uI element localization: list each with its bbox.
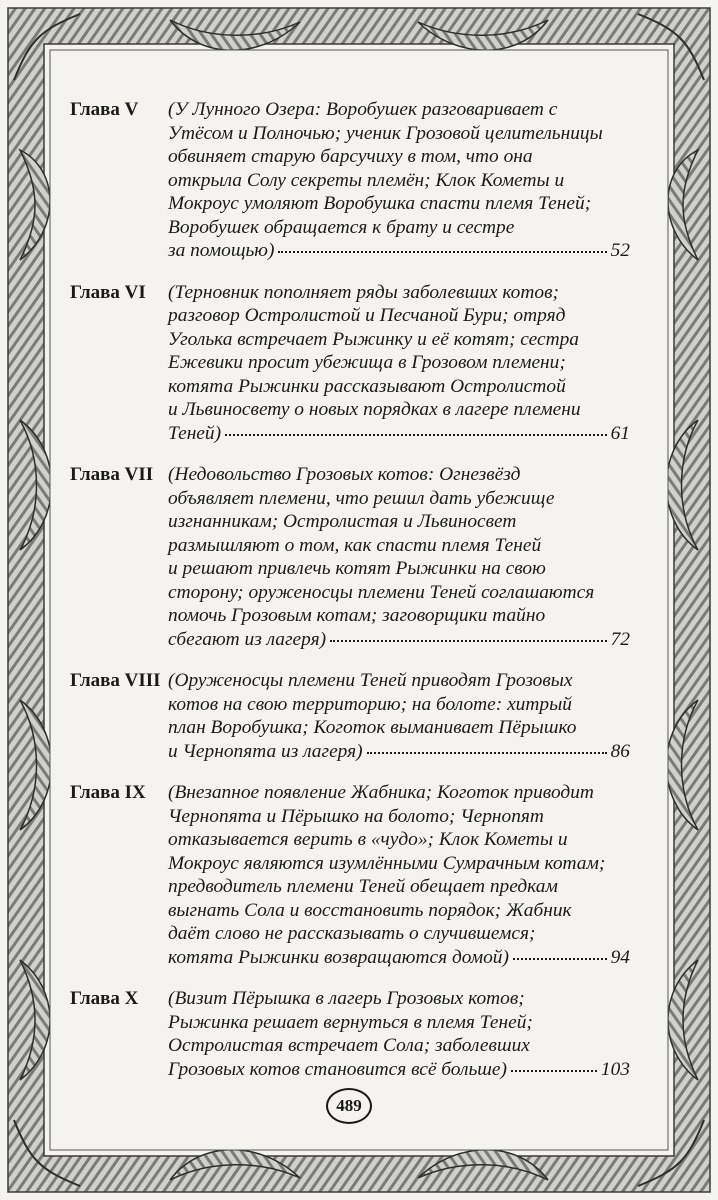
summary-line: Остролистая встречает Сола; заболевших (168, 1035, 530, 1056)
chapter-summary (168, 281, 630, 446)
toc-entry (70, 987, 630, 1081)
chapter-label: Глава VI (70, 281, 146, 303)
summary-line: объявляет племени, что решил дать убежище (168, 487, 555, 509)
summary-line: Мокроус являются изумлёнными Сумрачным котам; (168, 852, 606, 874)
summary-line: Рыжинка решает вернуться в племя Теней; (168, 1011, 533, 1033)
chapter-label: Глава X (70, 988, 139, 1009)
summary-line: изгнанникам; Остролистая и Львиносвет (168, 511, 517, 532)
dot-leader (511, 1067, 597, 1072)
toc-entry (70, 98, 630, 263)
summary-last-line (168, 628, 630, 652)
summary-line: котов на свою территорию; на болоте: хитрый (168, 693, 572, 715)
summary-line: открыла Солу секреты племён; Клок Кометы и (168, 169, 565, 191)
summary-line: и Львиносвету о новых порядках в лагере племени (168, 399, 581, 420)
dot-leader (367, 749, 607, 754)
summary-line: Мокроус умоляют Воробушка спасти племя Теней; (168, 193, 592, 214)
chapter-summary (168, 781, 630, 969)
chapter-label: Глава IX (70, 782, 146, 803)
summary-line: обвиняет старую барсучиху в том, что она (168, 146, 533, 167)
summary-line: сбегают из лагеря) (168, 628, 327, 650)
summary-line: Утёсом и Полночью; ученик Грозовой целительницы (168, 122, 603, 144)
summary-line: котята Рыжинки рассказывают Остролистой (168, 375, 566, 397)
summary-line: (Визит Пёрышка в лагерь Грозовых котов; (168, 988, 525, 1009)
summary-line: даёт слово не рассказывать о случившемся; (168, 923, 536, 944)
summary-line: Воробушек обращается к брату и сестре (168, 216, 515, 238)
chapter-label: Глава V (70, 99, 139, 120)
chapter-summary (168, 669, 630, 763)
summary-line: за помощью) (168, 240, 275, 261)
summary-last-line (168, 740, 630, 764)
page-reference: 103 (600, 1058, 630, 1080)
toc-entry (70, 781, 630, 969)
summary-line: котята Рыжинки возвращаются домой) (168, 946, 509, 968)
summary-line: отказывается верить в «чудо»; Клок Кометы и (168, 829, 568, 850)
summary-line: (Оруженосцы племени Теней приводят Грозовых (168, 670, 573, 691)
page-number: 489 (326, 1088, 372, 1124)
summary-line: (У Лунного Озера: Воробушек разговаривает с (168, 99, 558, 120)
summary-line: и Чернопята из лагеря) (168, 740, 363, 762)
summary-line: (Внезапное появление Жабника; Коготок приводит (168, 782, 594, 803)
dot-leader (330, 637, 607, 642)
summary-line: (Недовольство Грозовых котов: Огнезвёзд (168, 464, 521, 485)
summary-line: помочь Грозовым котам; заговорщики тайно (168, 605, 546, 626)
dot-leader (278, 248, 606, 253)
chapter-label: Глава VIII (70, 670, 161, 691)
page-reference: 86 (610, 740, 630, 762)
toc-entry (70, 463, 630, 651)
summary-line: размышляют о том, как спасти племя Теней (168, 534, 542, 556)
summary-last-line (168, 1058, 630, 1082)
summary-last-line (168, 239, 630, 263)
summary-line: разговор Остролистой и Песчаной Бури; отряд (168, 305, 566, 326)
table-of-contents (70, 98, 630, 1099)
summary-line: Уголька встречает Рыжинку и её котят; сестра (168, 328, 579, 350)
summary-line: Чернопята и Пёрышко на болото; Чернопят (168, 805, 544, 827)
summary-line: выгнать Сола и восстановить порядок; Жабник (168, 899, 572, 921)
chapter-summary (168, 463, 630, 651)
summary-line: Грозовых котов становится всё больше) (168, 1058, 507, 1080)
summary-line: Теней) (168, 422, 222, 444)
summary-line: Ежевики просит убежища в Грозовом племени; (168, 352, 566, 373)
chapter-summary (168, 987, 630, 1081)
dot-leader (225, 431, 607, 436)
page-reference: 72 (610, 628, 630, 650)
summary-line: и решают привлечь котят Рыжинки на свою (168, 558, 546, 579)
page-reference: 52 (610, 240, 630, 261)
toc-entry (70, 281, 630, 446)
chapter-label: Глава VII (70, 464, 154, 485)
summary-line: предводитель племени Теней обещает предкам (168, 876, 558, 897)
summary-line: план Воробушка; Коготок выманивает Пёрышко (168, 717, 577, 738)
page-reference: 61 (610, 422, 630, 444)
toc-entry (70, 669, 630, 763)
summary-line: (Терновник пополняет ряды заболевших котов; (168, 281, 559, 303)
dot-leader (513, 955, 607, 960)
chapter-summary (168, 98, 630, 263)
summary-last-line (168, 422, 630, 446)
page-reference: 94 (610, 946, 630, 968)
summary-line: сторону; оруженосцы племени Теней соглашаются (168, 581, 595, 603)
summary-last-line (168, 946, 630, 970)
